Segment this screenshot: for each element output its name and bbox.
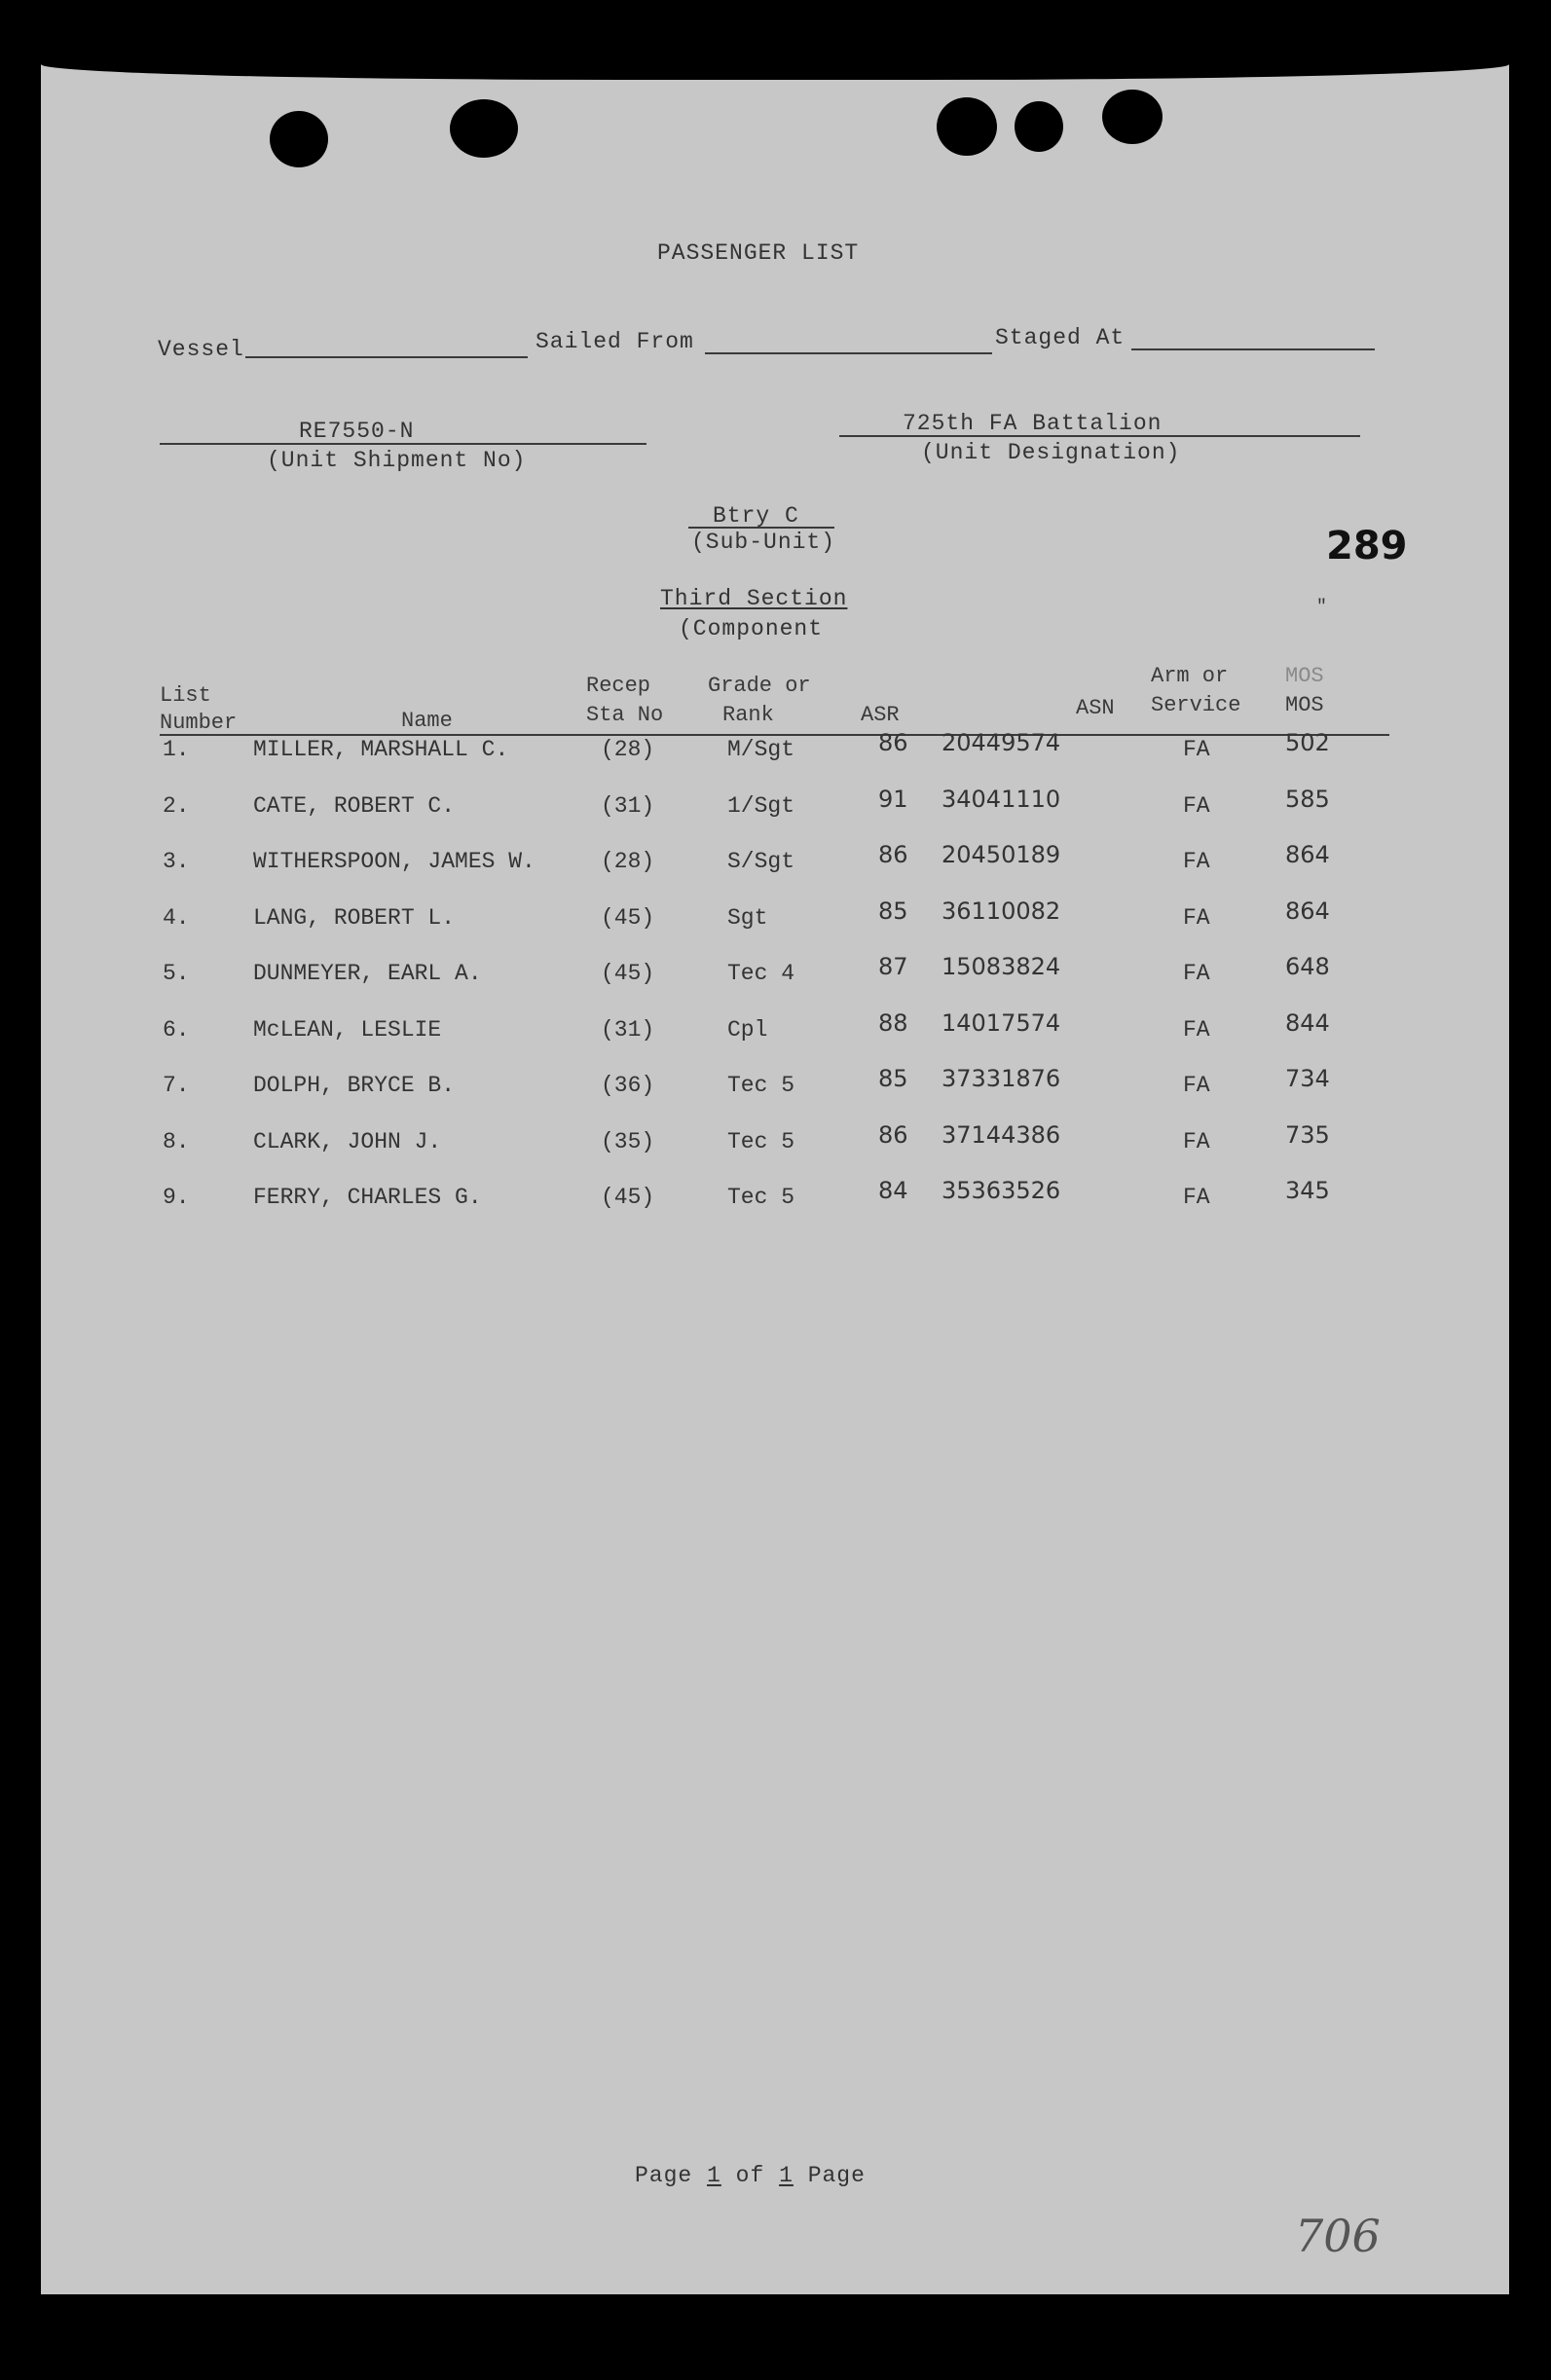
col-recep-2: Sta No	[586, 703, 664, 727]
row-grade: Tec 5	[727, 1185, 795, 1210]
footer-page-num: 1	[707, 2163, 721, 2188]
row-name: MILLER, MARSHALL C.	[253, 737, 509, 762]
stamp-mark: "	[1316, 598, 1328, 617]
punch-hole	[937, 97, 997, 156]
page-footer	[635, 2163, 866, 2188]
row-number: 3.	[163, 849, 190, 874]
row-mos: 734	[1285, 1065, 1330, 1092]
row-arm: FA	[1183, 1128, 1210, 1154]
row-arm: FA	[1183, 1016, 1210, 1043]
row-number: 4.	[163, 904, 190, 931]
staged-at-underline	[1131, 348, 1375, 350]
sailed-from-label: Sailed From	[535, 329, 694, 354]
component-caption: (Component	[679, 616, 824, 641]
col-name: Name	[401, 709, 453, 733]
row-recep: (31)	[601, 1016, 655, 1043]
col-arm-1: Arm or	[1151, 664, 1229, 688]
row-grade: Tec 5	[727, 1128, 795, 1154]
col-list-number-1: List	[160, 683, 211, 708]
row-asr: 85	[878, 897, 908, 925]
col-mos-1: MOS	[1285, 664, 1324, 688]
row-mos: 585	[1285, 785, 1330, 813]
vessel-underline	[245, 356, 528, 358]
vessel-label: Vessel	[158, 337, 244, 362]
footer-page-word-2: Page	[807, 2163, 866, 2188]
col-arm-2: Service	[1151, 693, 1241, 717]
document-sheet	[41, 60, 1509, 2294]
component: Third Section	[660, 586, 848, 611]
row-asr: 85	[878, 1065, 908, 1092]
row-grade: 1/Sgt	[727, 792, 795, 819]
row-recep: (45)	[601, 904, 655, 931]
stamp-number: 289	[1326, 524, 1408, 568]
footer-of-word: of	[735, 2163, 765, 2188]
page-title: PASSENGER LIST	[657, 240, 860, 266]
row-asn: 35363526	[942, 1177, 1061, 1204]
row-recep: (35)	[601, 1128, 655, 1154]
row-asn: 15083824	[942, 953, 1061, 980]
header-rule	[160, 734, 1389, 736]
col-list-number-2: Number	[160, 711, 238, 735]
row-grade: Tec 4	[727, 961, 795, 986]
row-name: WITHERSPOON, JAMES W.	[253, 849, 535, 874]
row-name: CATE, ROBERT C.	[253, 792, 456, 819]
row-number: 8.	[163, 1128, 190, 1154]
unit-designation: 725th FA Battalion	[903, 411, 1163, 436]
row-number: 1.	[163, 737, 190, 762]
row-name: DOLPH, BRYCE B.	[253, 1073, 456, 1098]
handwritten-number: 706	[1295, 2210, 1381, 2262]
row-asn: 14017574	[942, 1008, 1061, 1037]
row-recep: (45)	[601, 1185, 655, 1210]
row-grade: Cpl	[727, 1016, 768, 1043]
row-number: 9.	[163, 1185, 190, 1210]
row-mos: 648	[1285, 953, 1330, 980]
unit-shipment-caption: (Unit Shipment No)	[267, 448, 527, 473]
punch-hole	[1102, 90, 1163, 144]
row-arm: FA	[1183, 904, 1210, 931]
footer-page-word: Page	[635, 2163, 693, 2188]
row-mos: 864	[1285, 897, 1330, 925]
unit-designation-caption: (Unit Designation)	[921, 440, 1181, 465]
unit-shipment-underline	[160, 443, 646, 445]
row-arm: FA	[1183, 1185, 1210, 1210]
row-asn: 20449574	[942, 729, 1061, 756]
row-asr: 86	[878, 729, 908, 756]
unit-designation-underline	[839, 435, 1360, 437]
row-asr: 86	[878, 841, 908, 868]
row-recep: (28)	[601, 737, 655, 762]
col-mos-2: MOS	[1285, 693, 1324, 717]
row-number: 6.	[163, 1016, 190, 1043]
row-asn: 37331876	[942, 1065, 1061, 1092]
punch-hole	[270, 111, 328, 167]
sub-unit-caption: (Sub-Unit)	[691, 530, 836, 555]
row-asn: 36110082	[942, 897, 1061, 925]
row-asr: 88	[878, 1008, 908, 1037]
row-recep: (36)	[601, 1073, 655, 1098]
row-name: LANG, ROBERT L.	[253, 904, 456, 931]
staged-at-label: Staged At	[995, 325, 1126, 350]
col-grade-2: Rank	[722, 703, 774, 727]
top-tear	[41, 41, 1509, 80]
row-grade: M/Sgt	[727, 737, 795, 762]
row-name: CLARK, JOHN J.	[253, 1128, 442, 1154]
row-name: McLEAN, LESLIE	[253, 1016, 442, 1043]
footer-page-total: 1	[779, 2163, 794, 2188]
row-grade: Tec 5	[727, 1073, 795, 1098]
row-recep: (31)	[601, 792, 655, 819]
punch-hole	[450, 99, 518, 158]
row-grade: S/Sgt	[727, 849, 795, 874]
row-asn: 34041110	[942, 785, 1061, 813]
row-number: 7.	[163, 1073, 190, 1098]
row-name: FERRY, CHARLES G.	[253, 1185, 482, 1210]
row-recep: (28)	[601, 849, 655, 874]
row-mos: 502	[1285, 729, 1330, 756]
row-arm: FA	[1183, 792, 1210, 819]
row-arm: FA	[1183, 737, 1210, 762]
row-asr: 91	[878, 785, 908, 813]
row-asn: 37144386	[942, 1120, 1061, 1149]
unit-shipment-no: RE7550-N	[299, 419, 415, 444]
col-asr: ASR	[861, 703, 900, 727]
row-arm: FA	[1183, 1073, 1210, 1098]
row-asr: 86	[878, 1120, 908, 1149]
col-asn: ASN	[1076, 696, 1115, 720]
row-recep: (45)	[601, 961, 655, 986]
row-name: DUNMEYER, EARL A.	[253, 961, 482, 986]
row-grade: Sgt	[727, 904, 768, 931]
sub-unit-underline	[688, 527, 834, 529]
col-recep-1: Recep	[586, 674, 651, 698]
row-number: 5.	[163, 961, 190, 986]
row-asn: 20450189	[942, 841, 1061, 868]
row-number: 2.	[163, 792, 190, 819]
row-asr: 87	[878, 953, 908, 980]
sub-unit: Btry C	[713, 503, 799, 529]
sailed-from-underline	[705, 352, 992, 354]
row-mos: 844	[1285, 1008, 1330, 1037]
row-asr: 84	[878, 1177, 908, 1204]
col-grade-1: Grade or	[708, 674, 811, 698]
row-mos: 864	[1285, 841, 1330, 868]
punch-hole	[1015, 101, 1063, 152]
row-mos: 345	[1285, 1177, 1330, 1204]
row-mos: 735	[1285, 1120, 1330, 1149]
row-arm: FA	[1183, 961, 1210, 986]
row-arm: FA	[1183, 849, 1210, 874]
